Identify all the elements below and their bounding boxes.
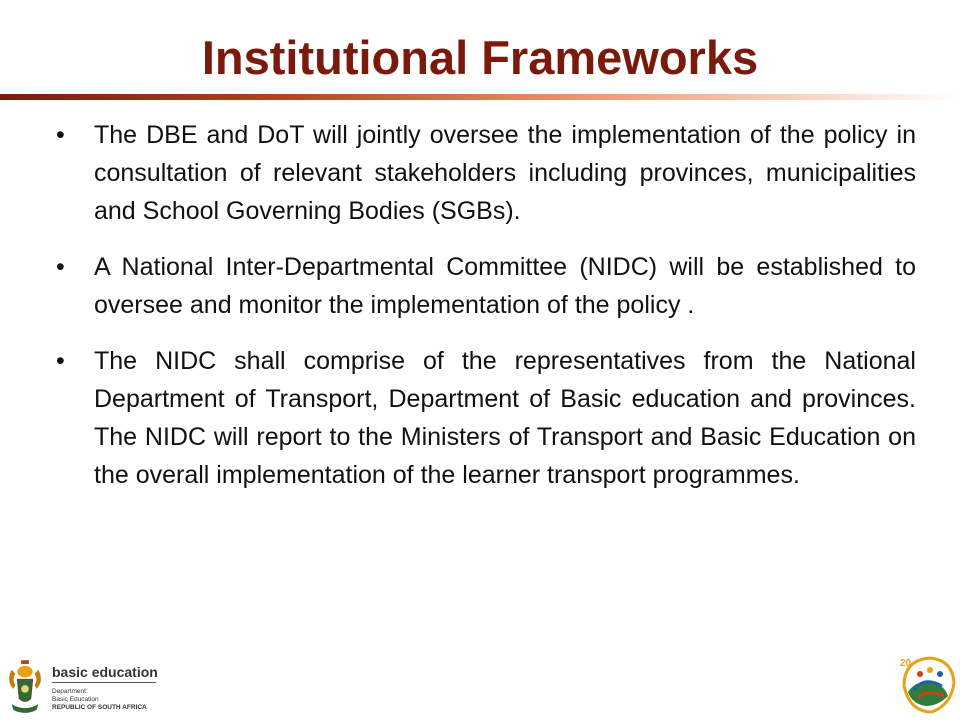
bullet-marker: • bbox=[56, 121, 65, 149]
brand-name: basic education bbox=[52, 664, 158, 680]
20-years-of-freedom-logo-icon bbox=[896, 652, 958, 718]
title-underline-rule bbox=[0, 94, 960, 100]
svg-text:20: 20 bbox=[900, 658, 912, 669]
slide-title: Institutional Frameworks bbox=[201, 31, 759, 84]
bullet-marker: • bbox=[56, 347, 65, 375]
bullet-list bbox=[52, 116, 916, 512]
bullet-text: The DBE and DoT will jointly oversee the implementation of the policy in consultation of relevant stakeholders including provinces, municipalities and School Governing Bodies (SGBs). bbox=[94, 121, 916, 225]
brand-divider bbox=[52, 682, 156, 683]
bullet-item bbox=[52, 248, 916, 324]
south-africa-coat-of-arms-icon bbox=[2, 656, 48, 718]
bullet-item bbox=[52, 116, 916, 230]
bullet-text: The NIDC shall comprise of the representatives from the National Department of Transport, Department of Basic education and provinces. The NIDC will report to the Ministers of Transport and Basic Education on the overall implementation of the learner transport programmes. bbox=[94, 347, 916, 489]
department-label: Department: bbox=[52, 688, 88, 695]
bullet-text: A National Inter-Departmental Committee (NIDC) will be established to oversee and monitor the implementation of the policy . bbox=[94, 253, 916, 319]
country-name: REPUBLIC OF SOUTH AFRICA bbox=[52, 704, 147, 711]
department-name: Basic Education bbox=[52, 696, 99, 703]
bullet-marker: • bbox=[56, 253, 65, 281]
bullet-item bbox=[52, 342, 916, 494]
